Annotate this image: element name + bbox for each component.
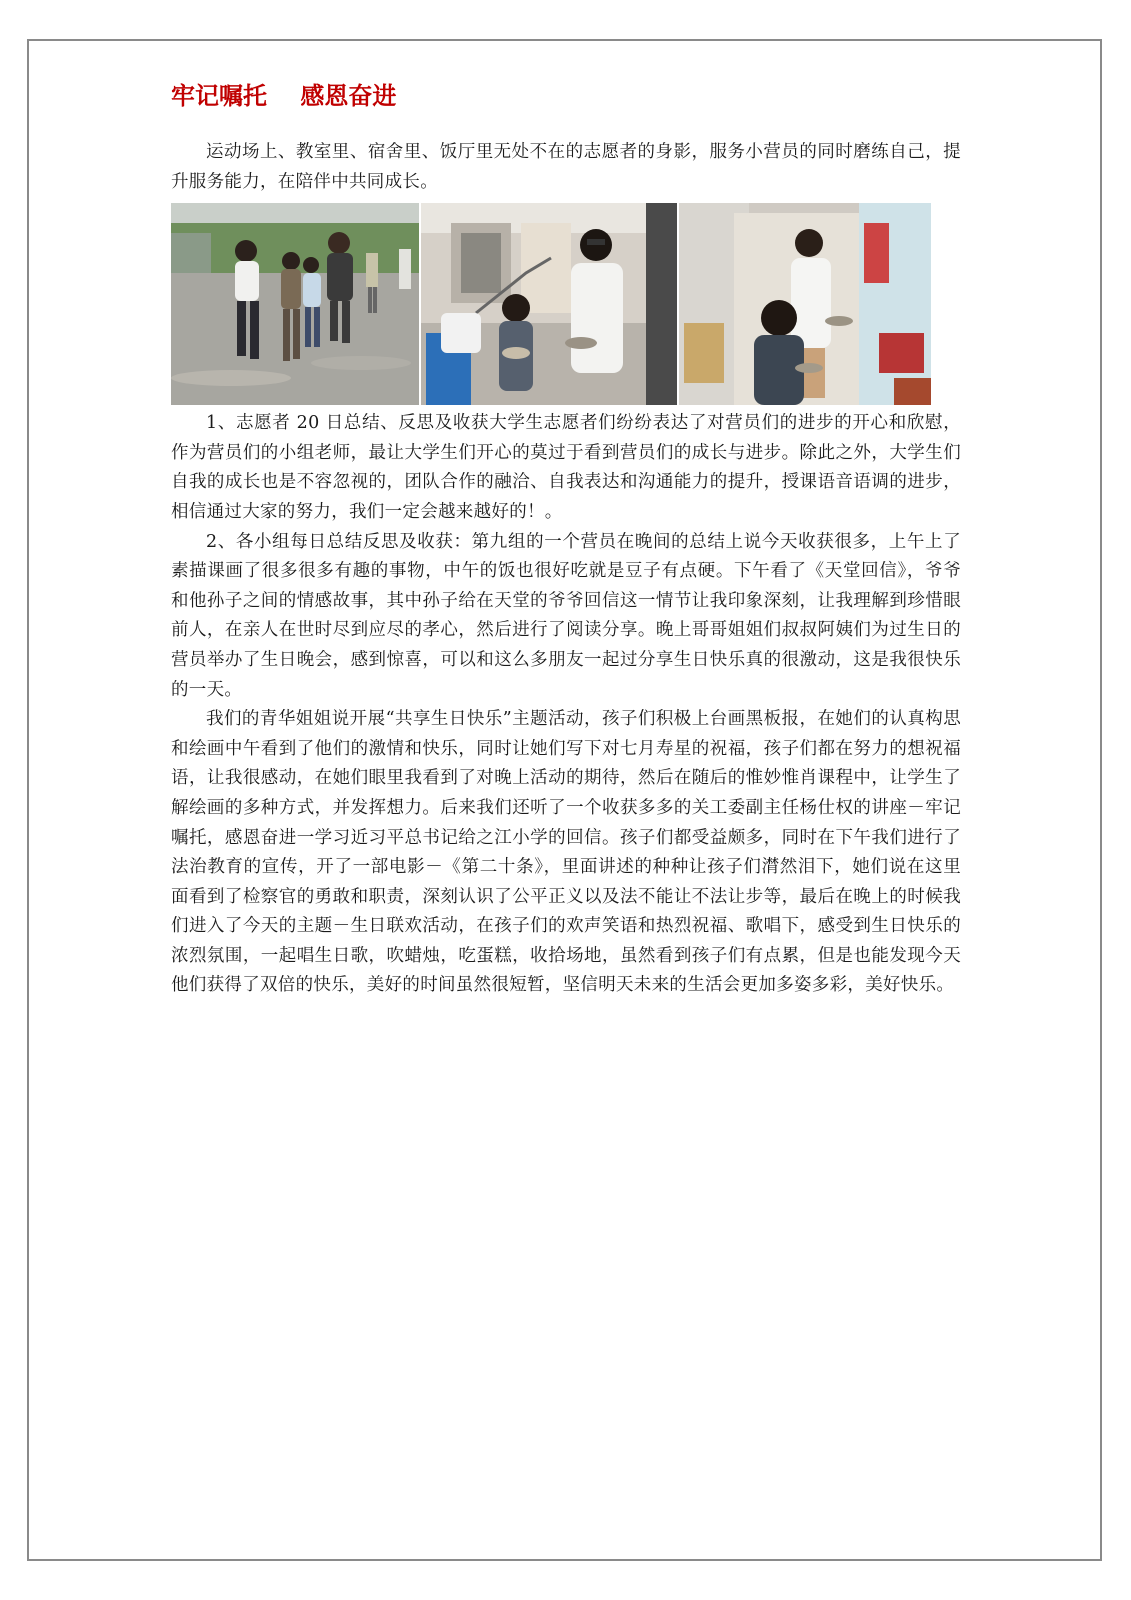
kitchen-serving-photo — [679, 203, 931, 405]
document-title: 牢记嘱托 感恩奋进 — [171, 82, 397, 110]
document-body — [171, 76, 961, 1001]
outdoor-jumping-photo — [171, 203, 419, 405]
dining-hall-photo — [421, 203, 677, 405]
intro-paragraph: 运动场上、教室里、宿舍里、饭厅里无处不在的志愿者的身影，服务小营员的同时磨练自己，提升服务能力，在陪伴中共同成长。 — [171, 142, 961, 192]
paragraph-1: 1、志愿者 20 日总结、反思及收获大学生志愿者们纷纷表达了对营员们的进步的开心和欣慰，作为营员们的小组老师，最让大学生们开心的莫过于看到营员们的成长与进步。除此之外，大学生们自我的成长也是不容忽视的，团队合作的融洽、自我表达和沟通能力的提升，授课语音语调的进步，相信通过大家的努力，我们一定会越来越好的！。 — [171, 413, 961, 522]
photo-strip — [171, 203, 931, 405]
paragraph-2: 2、各小组每日总结反思及收获：第九组的一个营员在晚间的总结上说今天收获很多，上午上了素描课画了很多很多有趣的事物，中午的饭也很好吃就是豆子有点硬。下午看了《天堂回信》，爷爷和他孙子之间的情感故事，其中孙子给在天堂的爷爷回信这一情节让我印象深刻，让我理解到珍惜眼前人，在亲人在世时尽到应尽的孝心，然后进行了阅读分享。晚上哥哥姐姐们叔叔阿姨们为过生日的营员举办了生日晚会，感到惊喜，可以和这么多朋友一起过分享生日快乐真的很激动，这是我很快乐的一天。 — [171, 531, 961, 700]
paragraph-3: 我们的青华姐姐说开展“共享生日快乐”主题活动，孩子们积极上台画黑板报，在她们的认真构思和绘画中午看到了他们的激情和快乐，同时让她们写下对七月寿星的祝福，孩子们都在努力的想祝福语，让我很感动，在她们眼里我看到了对晚上活动的期待，然后在随后的惟妙惟肖课程中，让学生了解绘画的多种方式，并发挥想力。后来我们还听了一个收获多多的关工委副主任杨仕权的讲座－牢记嘱托，感恩奋进一学习近习平总书记给之江小学的回信。孩子们都受益颇多，同时在下午我们进行了法治教育的宣传，开了一部电影－《第二十条》，里面讲述的种种让孩子们潸然泪下，她们说在这里面看到了检察官的勇敢和职责，深刻认识了公平正义以及法不能让不法让步等，最后在晚上的时候我们进入了今天的主题－生日联欢活动，在孩子们的欢声笑语和热烈祝福、歌唱下，感受到生日快乐的浓烈氛围，一起唱生日歌，吹蜡烛，吃蛋糕，收拾场地，虽然看到孩子们有点累，但是也能发现今天他们获得了双倍的快乐，美好的时间虽然很短暂，坚信明天未来的生活会更加多姿多彩，美好快乐。 — [171, 709, 961, 996]
